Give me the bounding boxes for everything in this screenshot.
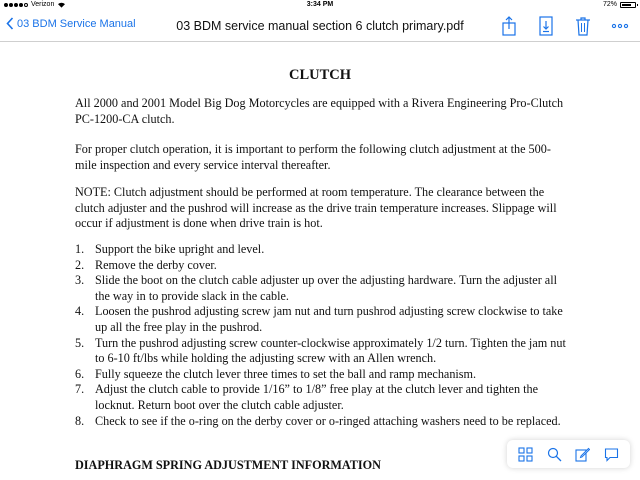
comment-button[interactable] — [602, 444, 622, 464]
comment-icon — [604, 447, 619, 462]
step-number: 5. — [75, 335, 85, 350]
step-number: 1. — [75, 242, 85, 256]
step-text: Adjust the clutch cable to provide 1/16” to 1/8” free play at the clutch lever and tighten the locknut. Return boot over the clutch cable adjuster. — [95, 382, 538, 412]
page-heading: CLUTCH — [288, 67, 352, 83]
more-button[interactable] — [607, 14, 632, 38]
delete-button[interactable] — [570, 14, 595, 38]
adjustment-paragraph: For proper clutch operation, it is important to perform the following clutch adjustment at the 500-mile inspection and every service interval thereafter. — [75, 142, 551, 172]
step-text: Slide the boot on the clutch cable adjuster up over the adjusting hardware. Turn the adjuster all the way in to provide slack in the cable. — [95, 273, 557, 303]
status-time: 3:34 PM — [306, 1, 334, 8]
step-number: 7. — [75, 382, 85, 397]
list-item — [75, 242, 570, 258]
status-bar — [0, 0, 640, 11]
save-to-device-icon — [537, 16, 555, 36]
save-button[interactable] — [533, 14, 558, 38]
thumbnails-button[interactable] — [515, 444, 535, 464]
note-paragraph: NOTE: Clutch adjustment should be performed at room temperature. The clearance between the clutch adjuster and the pushrod will increase as the drive train temperature increases. Slippage will occur if adjustment is done when drive train is hot. — [75, 185, 557, 231]
search-button[interactable] — [544, 444, 564, 464]
step-number: 8. — [75, 413, 85, 428]
battery-icon — [620, 2, 636, 8]
intro-paragraph: All 2000 and 2001 Model Big Dog Motorcycles are equipped with a Rivera Engineering Pro-Clutch PC-1200-CA clutch. — [75, 96, 564, 126]
nav-actions — [484, 14, 632, 38]
edit-icon — [575, 447, 590, 462]
step-number: 3. — [75, 273, 85, 288]
step-text: Remove the derby cover. — [95, 257, 217, 272]
procedure-steps — [75, 242, 570, 429]
carrier-label: Verizon — [31, 1, 55, 8]
step-text: Check to see if the o-ring on the derby cover or o-ringed attaching washers need to be replaced. — [95, 413, 561, 428]
share-button[interactable] — [496, 14, 521, 38]
list-item — [75, 258, 570, 274]
step-text: Turn the pushrod adjusting screw counter-clockwise approximately 1/2 turn. Tighten the jam nut to 6-10 ft/lbs while holding the adjusting screw with an Allen wrench. — [95, 335, 566, 366]
status-right — [603, 1, 636, 8]
list-item — [75, 273, 570, 304]
step-text: Loosen the pushrod adjusting screw jam nut and turn pushrod adjusting screw clockwise to take up all the free play in the pushrod. — [95, 304, 563, 334]
step-text: Fully squeeze the clutch lever three times to set the ball and ramp mechanism. — [95, 366, 477, 381]
trash-icon — [574, 16, 592, 36]
step-number: 6. — [75, 366, 85, 381]
step-number: 4. — [75, 304, 85, 319]
more-icon — [611, 16, 629, 36]
list-item — [75, 336, 570, 367]
thumbnails-icon — [518, 447, 533, 462]
back-button-label: 03 BDM Service Manual — [17, 17, 136, 30]
pdf-page — [0, 42, 640, 480]
share-icon — [500, 16, 518, 36]
pdf-toolbar — [507, 440, 630, 468]
back-button[interactable] — [6, 17, 136, 30]
chevron-left-icon — [6, 17, 14, 30]
battery-percent: 72% — [602, 1, 617, 8]
search-icon — [547, 447, 562, 462]
list-item — [75, 304, 570, 335]
list-item — [75, 414, 570, 430]
list-item — [75, 382, 570, 413]
edit-button[interactable] — [573, 444, 593, 464]
section-subheading: DIAPHRAGM SPRING ADJUSTMENT INFORMATION — [75, 458, 381, 472]
step-number: 2. — [75, 257, 85, 272]
document-title: 03 BDM service manual section 6 clutch primary.pdf — [176, 19, 464, 33]
list-item — [75, 367, 570, 383]
navigation-bar — [0, 11, 640, 42]
step-text: Support the bike upright and level. — [95, 242, 265, 256]
